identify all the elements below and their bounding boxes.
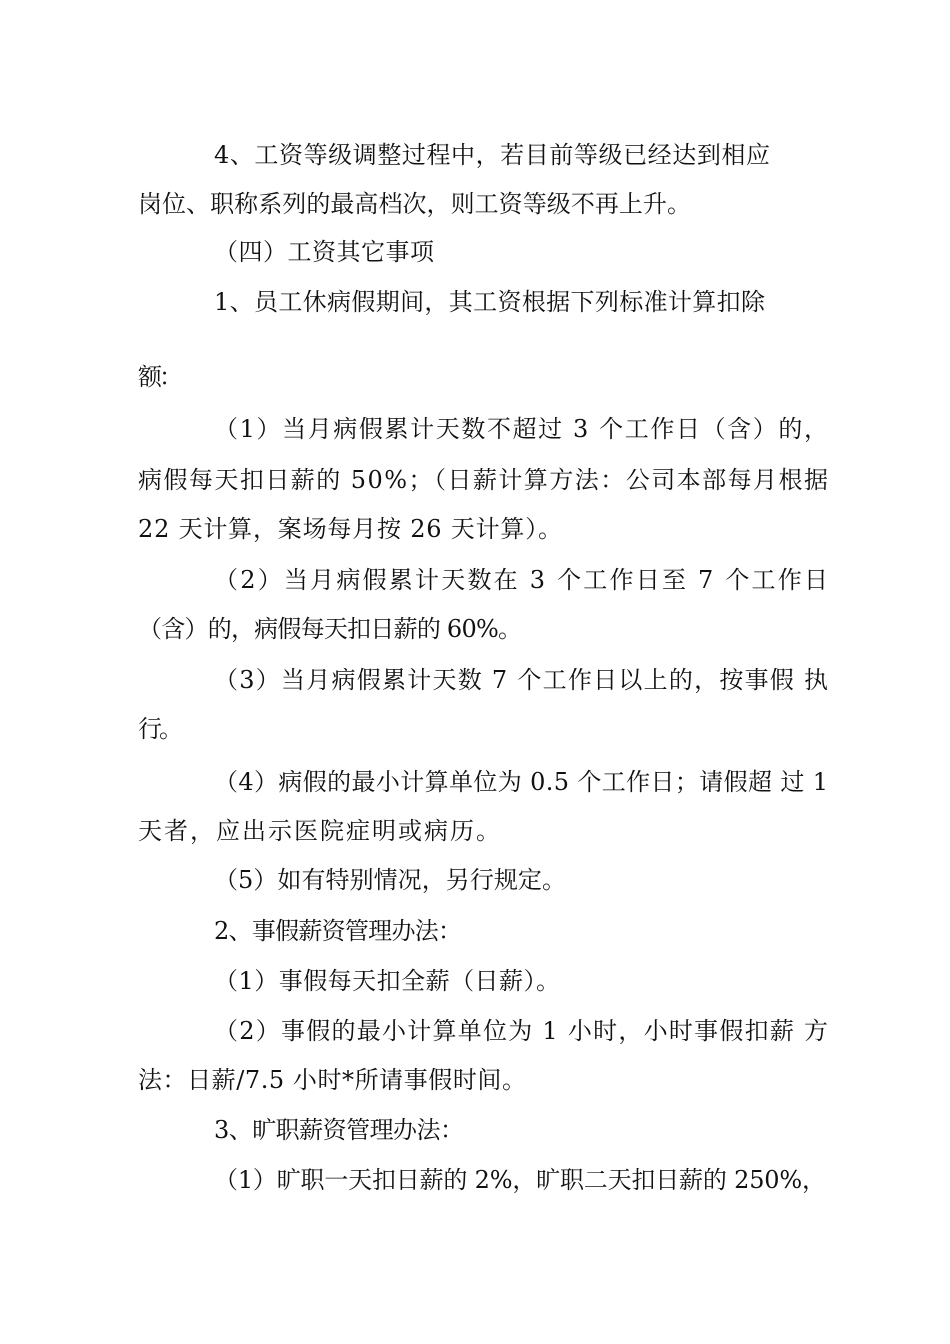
para-heading: （四）工资其它事项 bbox=[214, 238, 435, 266]
para-line-15: （5）如有特别情况，另行规定。 bbox=[214, 866, 567, 894]
para-line-19: 法：日薪/7.5 小时*所请事假时间。 bbox=[138, 1066, 527, 1094]
para-line-6: （1）当月病假累计天数不超过 3 个工作日（含）的， bbox=[214, 415, 830, 443]
para-line-4: 1、员工休病假期间，其工资根据下列标准计算扣除 bbox=[214, 288, 766, 316]
para-line-16: 2、事假薪资管理办法： bbox=[214, 917, 462, 945]
para-line-10: （含）的，病假每天扣日薪的 60%。 bbox=[138, 615, 522, 643]
para-line-1: 4、工资等级调整过程中，若目前等级已经达到相应 bbox=[214, 141, 771, 169]
para-line-2: 岗位、职称系列的最高档次，则工资等级不再上升。 bbox=[138, 190, 692, 218]
para-line-13: （4）病假的最小计算单位为 0.5 个工作日；请假超 过 1 bbox=[214, 768, 829, 796]
para-line-9: （2）当月病假累计天数在 3 个工作日至 7 个工作日 bbox=[214, 566, 831, 594]
para-line-17: （1）事假每天扣全薪（日薪）。 bbox=[214, 967, 561, 995]
para-line-18: （2）事假的最小计算单位为 1 小时，小时事假扣薪 方 bbox=[214, 1017, 830, 1045]
para-line-5: 额： bbox=[138, 363, 180, 391]
para-line-12: 行。 bbox=[138, 715, 180, 743]
para-line-14: 天者，应出示医院症明或病历。 bbox=[138, 817, 502, 845]
para-line-20: 3、旷职薪资管理办法： bbox=[214, 1116, 464, 1144]
para-line-8: 22 天计算，案场每月按 26 天计算）。 bbox=[138, 515, 563, 543]
para-line-11: （3）当月病假累计天数 7 个工作日以上的，按事假 执 bbox=[214, 666, 830, 694]
para-line-7: 病假每天扣日薪的 50%；（日薪计算方法：公司本部每月根据 bbox=[138, 466, 830, 494]
para-line-21: （1）旷职一天扣日薪的 2%，旷职二天扣日薪的 250%， bbox=[214, 1166, 826, 1194]
